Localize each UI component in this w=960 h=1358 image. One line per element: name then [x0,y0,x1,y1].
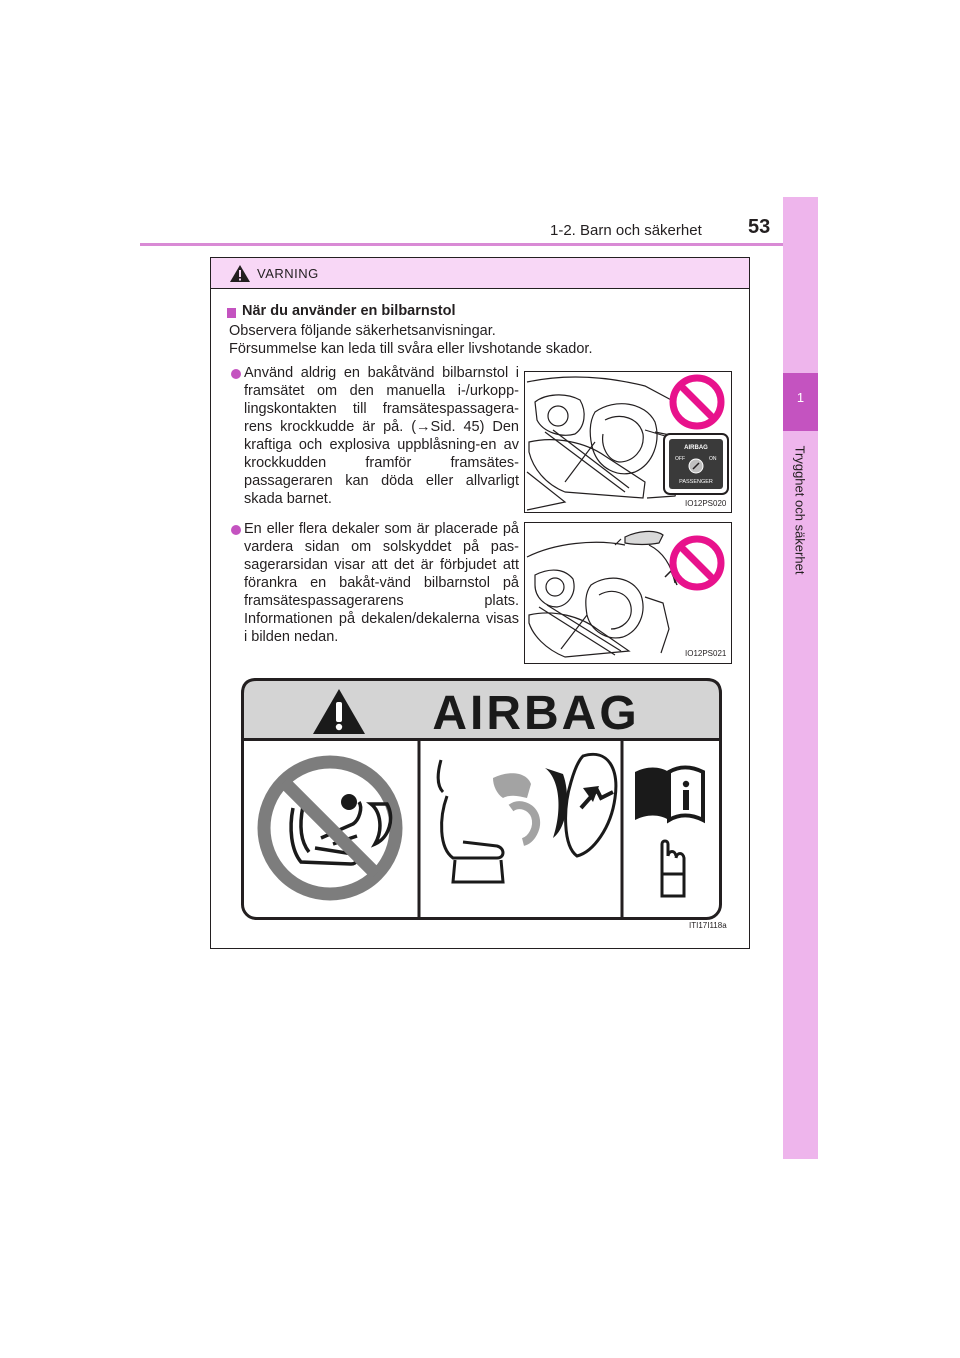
figure-code: ITI17I118a [689,921,727,930]
section-square-icon [227,308,236,318]
figure-code: IO12PS020 [685,499,727,508]
figure-sun-visor-label [524,522,732,664]
intro-line: Försummelse kan leda till svåra eller livshotande skador. [229,341,593,357]
figure-airbag-switch [524,371,732,513]
svg-text:AIRBAG: AIRBAG [684,445,708,451]
header-divider [140,243,818,246]
page-number: 53 [748,216,771,238]
airbag-decal [241,678,722,920]
warning-box [210,257,750,949]
no-rear-facing-child-seat-icon [264,762,396,894]
warning-header [211,258,749,289]
bullet-icon [231,369,241,379]
prohibition-icon [673,539,721,587]
dashboard-illustration [525,372,731,512]
figure-code: IO12PS021 [685,649,727,658]
intro-line: Observera följande säkerhetsanvisningar. [229,323,496,339]
svg-text:OFF: OFF [675,456,685,462]
warning-triangle-icon [229,264,251,283]
svg-text:PASSENGER: PASSENGER [679,479,713,485]
bullet-text: En eller flera dekaler som är placerade på vardera sidan om solskyddet på pas-sagerarsidan visar att det är förbjudet att förankra en bakåt-vänd bilbarnstol på framsätespassagerarens plats. Informationen på dekalen/dekalerna visas i bilden nedan. [244,521,519,645]
warning-label: VARNING [257,266,319,281]
chapter-tab-label: Trygghet och säkerhet [792,445,808,575]
prohibition-icon [673,378,721,426]
chapter-tab-number: 1 [796,390,805,405]
decal-title: AIRBAG [432,687,640,740]
bullet-icon [231,525,241,535]
section-title: 1-2. Barn och säkerhet [550,222,702,239]
chapter-tab [783,197,818,1159]
warning-heading: När du använder en bilbarnstol [242,303,456,319]
svg-text:ON: ON [709,456,717,462]
bullet-text: Använd aldrig en bakåtvänd bilbarnstol i framsätet om den manuella i-/urkopp-lingskontakten till framsätespassagera-rens krockkudde är på. (→Sid. 45) Den kraftiga och explosiva uppblåsning-en av krockkudden framför framsätes-passageraren kan döda eller allvarligt skada barnet. [244,365,519,507]
interior-illustration [525,523,731,663]
